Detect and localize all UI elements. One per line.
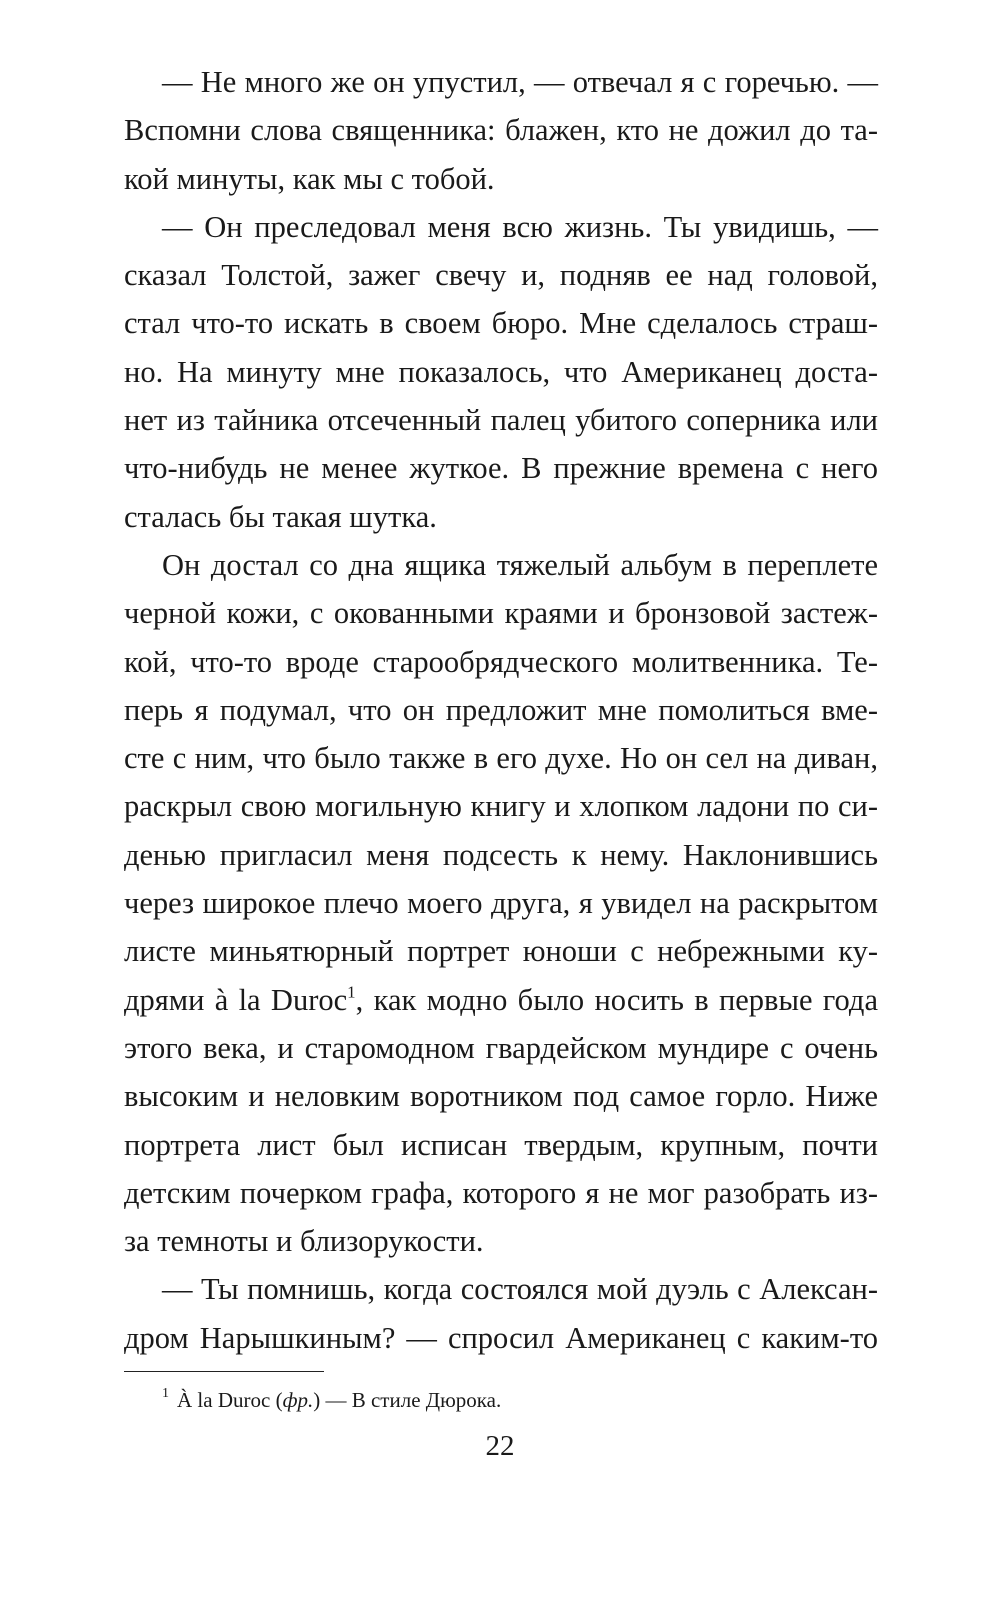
text-line: детским почерком графа, которого я не мог разобрать из- <box>124 1175 878 1210</box>
text-line: — Ты помнишь, когда состоялся мой дуэль с Алексан- <box>162 1272 878 1307</box>
text-line: кой минуты, как мы с тобой. <box>124 161 495 196</box>
text-segment: , как модно было носить в первые года <box>355 982 878 1017</box>
text-line: нет из тайника отсеченный палец убитого соперника или <box>124 403 878 438</box>
footnote-number: 1 <box>162 1386 169 1401</box>
text-line: высоким и неловким воротником под самое горло. Ниже <box>124 1079 878 1114</box>
footnote-language: фр. <box>282 1387 314 1412</box>
text-segment: дрями à la Duroc <box>124 982 348 1017</box>
text-line: через широкое плечо моего друга, я увидел на раскрытом <box>124 886 878 921</box>
text-line: этого века, и старомодном гвардейском мундире с очень <box>124 1030 878 1065</box>
text-line: черной кожи, с окованными краями и бронзовой застеж- <box>124 596 878 631</box>
text-line: денью пригласил меня подсесть к нему. Наклонившись <box>124 837 878 872</box>
text-line: Он достал со дна ящика тяжелый альбум в переплете <box>162 547 878 582</box>
text-line: — Он преследовал меня всю жизнь. Ты увидишь, — <box>162 209 878 244</box>
text-line: сказал Толстой, зажег свечу и, подняв ее над головой, <box>124 258 878 293</box>
footnote-reference[interactable]: 1 <box>347 981 356 1001</box>
footnote: $^1$ À la Duroc (фр.) — В стиле Дюрока. <box>162 1386 502 1412</box>
text-line: перь я подумал, что он предложит мне помолиться вме- <box>124 692 878 727</box>
text-line: сте с ним, что было также в его духе. Но он сел на диван, <box>124 741 878 776</box>
text-line: но. На минуту мне показалось, что Американец доста- <box>124 354 878 389</box>
text-line: стал что-то искать в своем бюро. Мне сделалось страш- <box>124 306 878 341</box>
body-text <box>124 58 878 1362</box>
text-line: за темноты и близорукости. <box>124 1224 484 1259</box>
text-line: листе миньятюрный портрет юноши с небрежными ку- <box>124 934 878 969</box>
footnote-source: À la Duroc <box>177 1387 271 1412</box>
footnote-divider <box>124 1371 324 1372</box>
text-line: дром Нарышкиным? — спросил Американец с каким-то <box>124 1320 878 1355</box>
footnote-translation: ) — В стиле Дюрока. <box>313 1387 502 1412</box>
text-line: раскрыл свою могильную книгу и хлопком ладони по си- <box>124 789 878 824</box>
text-line: — Не много же он упустил, — отвечал я с горечью. — <box>162 65 878 99</box>
text-line-with-footnote <box>124 976 878 1024</box>
text-line: Вспомни слова священника: блажен, кто не дожил до та- <box>124 113 878 148</box>
page-number: 22 <box>485 1430 515 1462</box>
text-line: портрета лист был исписан твердым, крупным, почти <box>124 1127 878 1162</box>
text-line: что-нибудь не менее жуткое. В прежние времена с него <box>124 451 878 486</box>
text-line: сталась бы такая шутка. <box>124 499 437 534</box>
text-line: кой, что-то вроде старообрядческого молитвенника. Те- <box>124 644 878 679</box>
